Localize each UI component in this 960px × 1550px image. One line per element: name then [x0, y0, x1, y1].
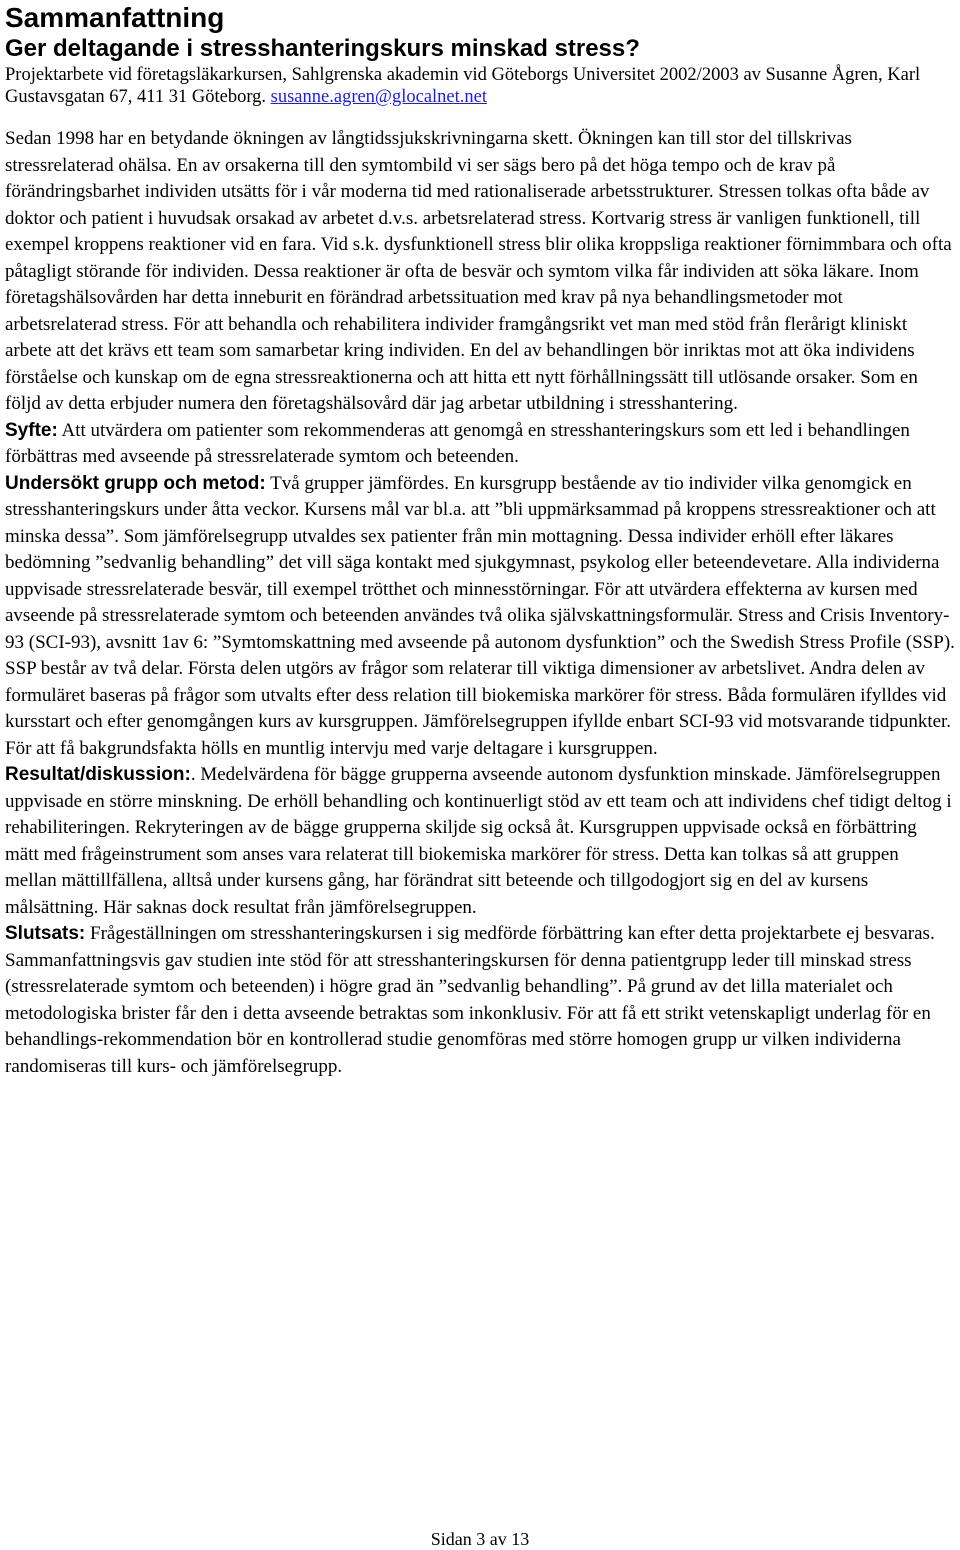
byline: [5, 64, 955, 108]
page-subtitle: Ger deltagande i stresshanteringskurs minskad stress?: [5, 35, 640, 62]
slutsats-text: Frågeställningen om stresshanteringskursen i sig medförde förbättring kan efter detta projektarbete ej besvaras. Sammanfattningsvis gav studien inte stöd för att stresshanteringskursen för denna patientgrupp leder till minskad stress (stressrelaterade symtom och beteenden) i högre grad än ”sedvanlig behandling”. På grund av det lilla materialet och metodologiska brister får den i detta avseende betraktas som inkonklusiv. För att få ett strikt vetenskapligt underlag för en behandlings-rekommendation bör en kontrollerad studie genomföras med större homogen grupp ur vilken individerna randomiseras till kurs- och jämförelsegrupp.: [5, 923, 935, 1077]
document-page: [5, 0, 955, 1080]
resultat-label: Resultat/diskussion:: [5, 764, 191, 785]
resultat-text: . Medelvärdena för bägge grupperna avseende autonom dysfunktion minskade. Jämförelsegruppen uppvisade en större minskning. De erhöll behandling och kontinuerligt stöd av ett team och att individens chef tidigt deltog i rehabiliteringen. Rekryteringen av de bägge grupperna skiljde sig också åt. Kursgruppen uppvisade också en förbättring mätt med frågeinstrument som anses vara relaterat till biokemiska markörer för stress. Detta kan tolkas så att gruppen mellan mättillfällena, alltså under kursens gång, har förändrat sitt beteende och tillgodogjort sig en del av kursens målsättning. Här saknas dock resultat från jämförelsegruppen.: [5, 764, 952, 918]
body-text: [5, 126, 955, 1080]
page-title: Sammanfattning: [5, 2, 225, 33]
email-link[interactable]: susanne.agren@glocalnet.net: [270, 87, 488, 107]
syfte-text: Att utvärdera om patienter som rekommenderas att genomgå en stresshanteringskurs som ett led i behandlingen förbättras med avseende på stressrelaterade symtom och beteenden.: [5, 419, 910, 467]
metod-text: Två grupper jämfördes. En kursgrupp bestående av tio individer vilka genomgick en stresshanteringskurs under åtta veckor. Kursens mål var bl.a. att ”bli uppmärksammad på kroppens stressreaktioner och att minska dessa”. Som jämförelsegrupp utvaldes sex patienter från min mottagning. Dessa individer erhöll efter läkares bedömning ”sedvanlig behandling” det vill säga kontakt med sjukgymnast, psykolog eller beteendevetare. Alla individerna uppvisade stressrelaterade besvär, till exempel trötthet och minnesstörningar. För att utvärdera effekterna av kursen med avseende på stressrelaterade symtom och beteenden användes två olika självskattningsformulär. Stress and Crisis Inventory-93 (SCI-93), avsnitt 1av 6: ”Symtomskattning med avseende på autonom dysfunktion” och the Swedish Stress Profile (SSP). SSP består av två delar. Första delen utgörs av frågor som relaterar till viktiga dimensioner av arbetslivet. Andra delen av formuläret baseras på frågor som utvalts efter dess relation till biokemiska markörer för stress. Båda formulären ifylldes vid kursstart och efter genomgången kurs av kursgruppen. Jämförelsegruppen ifyllde enbart SCI-93 vid motsvarande tidpunkter. För att få bakgrundsfakta hölls en muntlig intervju med varje deltagare i kursgruppen.: [5, 472, 955, 759]
page-number: Sidan 3 av 13: [430, 1529, 530, 1549]
intro-paragraph: Sedan 1998 har en betydande ökningen av långtidssjukskrivningarna skett. Ökningen kan till stor del tillskrivas stressrelaterad ohälsa. En av orsakerna till den symtombild vi ser sägs bero på det höga tempo och de krav på förändringsbarhet individen utsätts för i vår moderna tid med rationaliserade arbetsstrukturer. Stressen tolkas ofta både av doktor och patient i huvudsak orsakad av arbetet d.v.s. arbetsrelaterad stress. Kortvarig stress är vanligen funktionell, till exempel kroppens reaktioner vid en fara. Vid s.k. dysfunktionell stress blir olika kroppsliga reaktioner förnimmbara och ofta påtagligt störande för individen. Dessa reaktioner är ofta de besvär och symtom vilka får individen att söka läkare. Inom företagshälsovården har detta inneburit en förändrad arbetssituation med krav på nya behandlingsmetoder mot arbetsrelaterad stress. För att behandla och rehabilitera individer framgångsrikt vet man med stöd från flerårigt kliniskt arbete att det krävs ett team som samarbetar kring individen. En del av behandlingen bör inriktas mot att öka individens förståelse och kunskap om de egna stressreaktionerna och att hitta ett nytt förhållningssätt till utlösande orsaker. Som en följd av detta erbjuder numera den företagshälsovård där jag arbetar utbildning i stresshantering.: [5, 128, 952, 414]
metod-label: Undersökt grupp och metod:: [5, 472, 266, 494]
byline-text: Projektarbete vid företagsläkarkursen, Sahlgrenska akademin vid Göteborgs Universitet 2002/2003 av Susanne Ågren, Karl Gustavsgatan 67, 411 31 Göteborg.: [5, 65, 921, 107]
slutsats-label: Slutsats:: [5, 923, 86, 944]
syfte-label: Syfte:: [5, 419, 58, 441]
